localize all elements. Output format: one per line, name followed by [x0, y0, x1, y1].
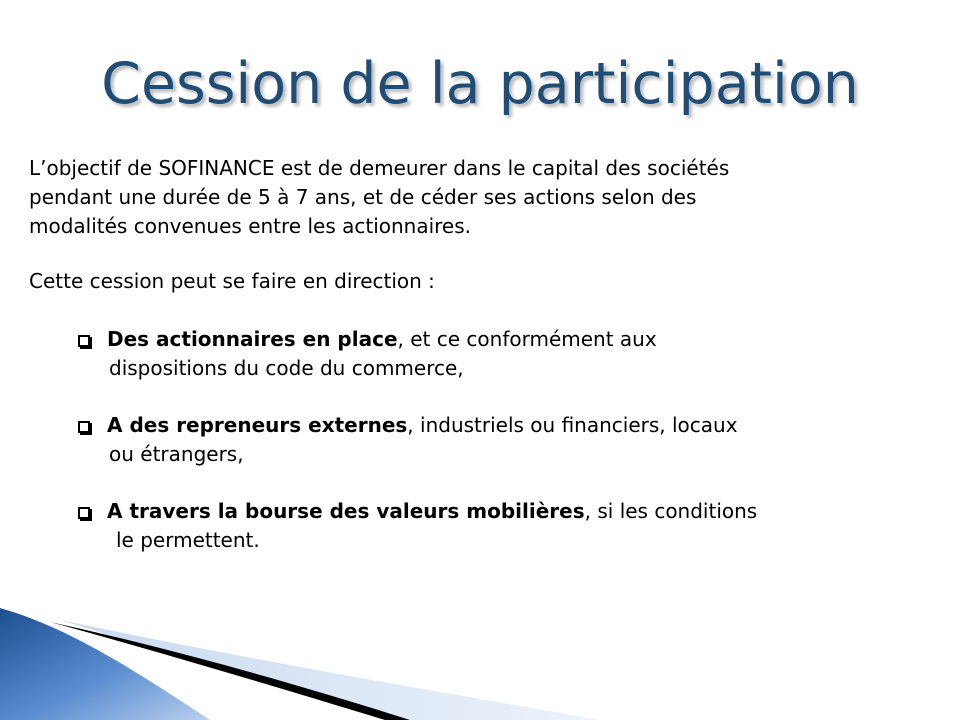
bullet-continuation: le permettent.: [116, 528, 260, 552]
bullet-bold-text: A travers la bourse des valeurs mobilières: [107, 499, 585, 523]
bullet-text: , si les conditions: [584, 499, 758, 523]
bullet-continuation: dispositions du code du commerce,: [109, 356, 464, 380]
bullet-continuation: ou étrangers,: [109, 442, 244, 466]
intro-line: L’objectif de SOFINANCE est de demeurer dans le capital des sociétés: [29, 156, 730, 180]
intro-paragraph: [29, 154, 929, 241]
decorative-wave: [0, 570, 960, 720]
bullet-item: [78, 411, 938, 469]
bullet-item: [78, 497, 938, 555]
direction-paragraph: Cette cession peut se faire en direction :: [29, 269, 435, 293]
checkbox-bullet-icon: [78, 335, 90, 347]
bullet-item: [78, 325, 938, 383]
checkbox-bullet-icon: [78, 507, 90, 519]
slide-title: Cession de la participation: [101, 51, 859, 117]
bullet-bold-text: A des repreneurs externes: [107, 413, 408, 437]
bullet-text: , et ce conformément aux: [397, 327, 657, 351]
bullet-bold-text: Des actionnaires en place: [107, 327, 398, 351]
bullet-text: , industriels ou financiers, locaux: [407, 413, 738, 437]
intro-line: pendant une durée de 5 à 7 ans, et de céder ses actions selon des: [29, 185, 697, 209]
blue-wave-shape: [0, 608, 210, 720]
intro-line: modalités convenues entre les actionnaires.: [29, 214, 472, 238]
checkbox-bullet-icon: [78, 421, 90, 433]
